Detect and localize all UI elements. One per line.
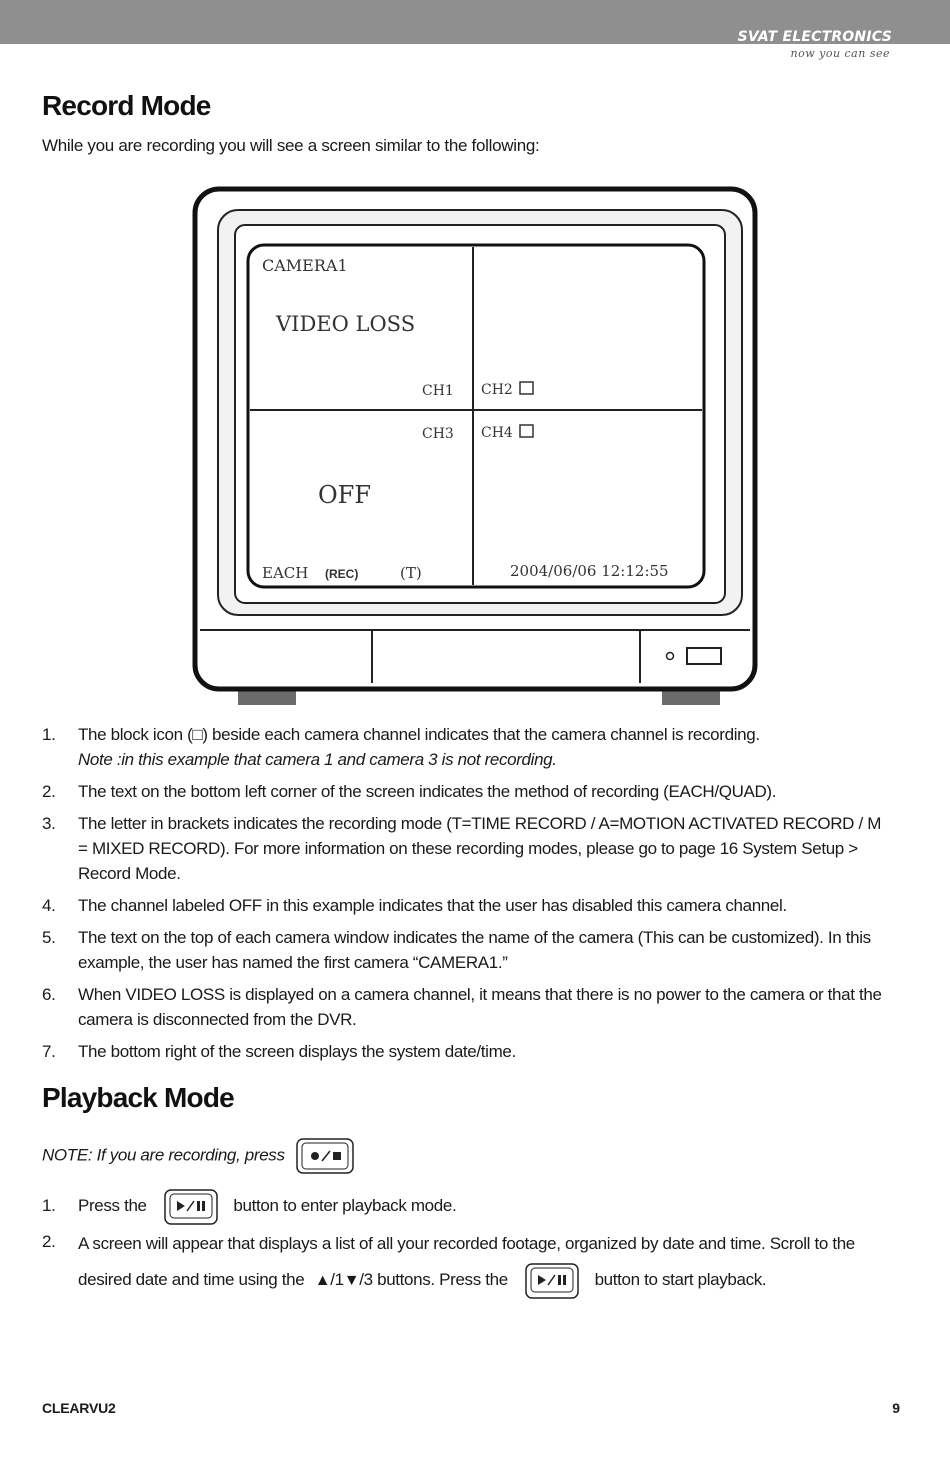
footer-product: CLEARVU2 xyxy=(42,1400,116,1416)
play-pause-button-icon xyxy=(163,1188,219,1226)
playback-mode-title: Playback Mode xyxy=(42,1082,234,1113)
list-item: 2. The text on the bottom left corner of the screen indicates the method of recording (EACH/QUAD). xyxy=(42,782,777,801)
note-text: Note :in this example that camera 1 and camera 3 is not recording. xyxy=(78,750,557,769)
ch1-label: CH1 xyxy=(422,383,454,399)
ch4-label: CH4 xyxy=(481,425,513,441)
list-item: 5. The text on the top of each camera window indicates the name of the camera (This can be customized). In this example, the user has named the first camera “CAMERA1.” xyxy=(42,928,871,972)
list-item: 1. The block icon (□) beside each camera channel indicates that the camera channel is recording. Note :in this example that camera 1 and camera 3 is not recording. xyxy=(42,722,892,772)
datetime-label: 2004/06/06 12:12:55 xyxy=(510,562,669,580)
list-item: 6. When VIDEO LOSS is displayed on a camera channel, it means that there is no power to the camera or that the camera is disconnected from the DVR. xyxy=(42,985,882,1029)
each-label: EACH xyxy=(262,564,309,582)
brand-tagline: now you can see xyxy=(790,47,890,60)
monitor-illustration xyxy=(190,185,760,710)
list-item: 4. The channel labeled OFF in this example indicates that the user has disabled this camera channel. xyxy=(42,896,787,915)
brand-name: SVAT ELECTRONICS xyxy=(737,29,892,45)
down-arrow-icon: ▼ xyxy=(343,1272,360,1289)
list-item: 7. The bottom right of the screen displays the system date/time. xyxy=(42,1042,516,1061)
rec-label: (REC) xyxy=(325,567,359,581)
video-loss-label: VIDEO LOSS xyxy=(276,312,416,336)
camera-name-label: CAMERA1 xyxy=(262,256,348,275)
ch3-label: CH3 xyxy=(422,426,454,442)
list-item: 2. A screen will appear that displays a list of all your recorded footage, organized by date and time. Scroll to the desired date and time using the ▲/1▼/3 buttons. Press the button to start playback. xyxy=(42,1230,902,1302)
list-item: 3. The letter in brackets indicates the recording mode (T=TIME RECORD / A=MOTION ACTIVATED RECORD / M = MIXED RECORD). For more information on these recording modes, please go to page 16 System Setup > Record Mode. xyxy=(42,814,882,883)
record-stop-button-icon xyxy=(295,1137,355,1175)
play-pause-button-icon xyxy=(524,1262,580,1300)
mode-label: (T) xyxy=(400,564,422,582)
page-number: 9 xyxy=(892,1400,900,1416)
up-arrow-icon: ▲ xyxy=(314,1272,331,1289)
record-intro: While you are recording you will see a screen similar to the following: xyxy=(42,136,540,155)
record-mode-title: Record Mode xyxy=(42,90,211,121)
playback-steps xyxy=(42,1184,902,1302)
monitor-screen xyxy=(248,245,704,587)
list-item: 1. Press the button to enter playback mode. xyxy=(42,1184,902,1228)
playback-note: NOTE: If you are recording, press xyxy=(42,1137,355,1175)
record-notes-list xyxy=(42,722,892,1071)
ch2-label: CH2 xyxy=(481,382,513,398)
off-label: OFF xyxy=(318,481,371,509)
